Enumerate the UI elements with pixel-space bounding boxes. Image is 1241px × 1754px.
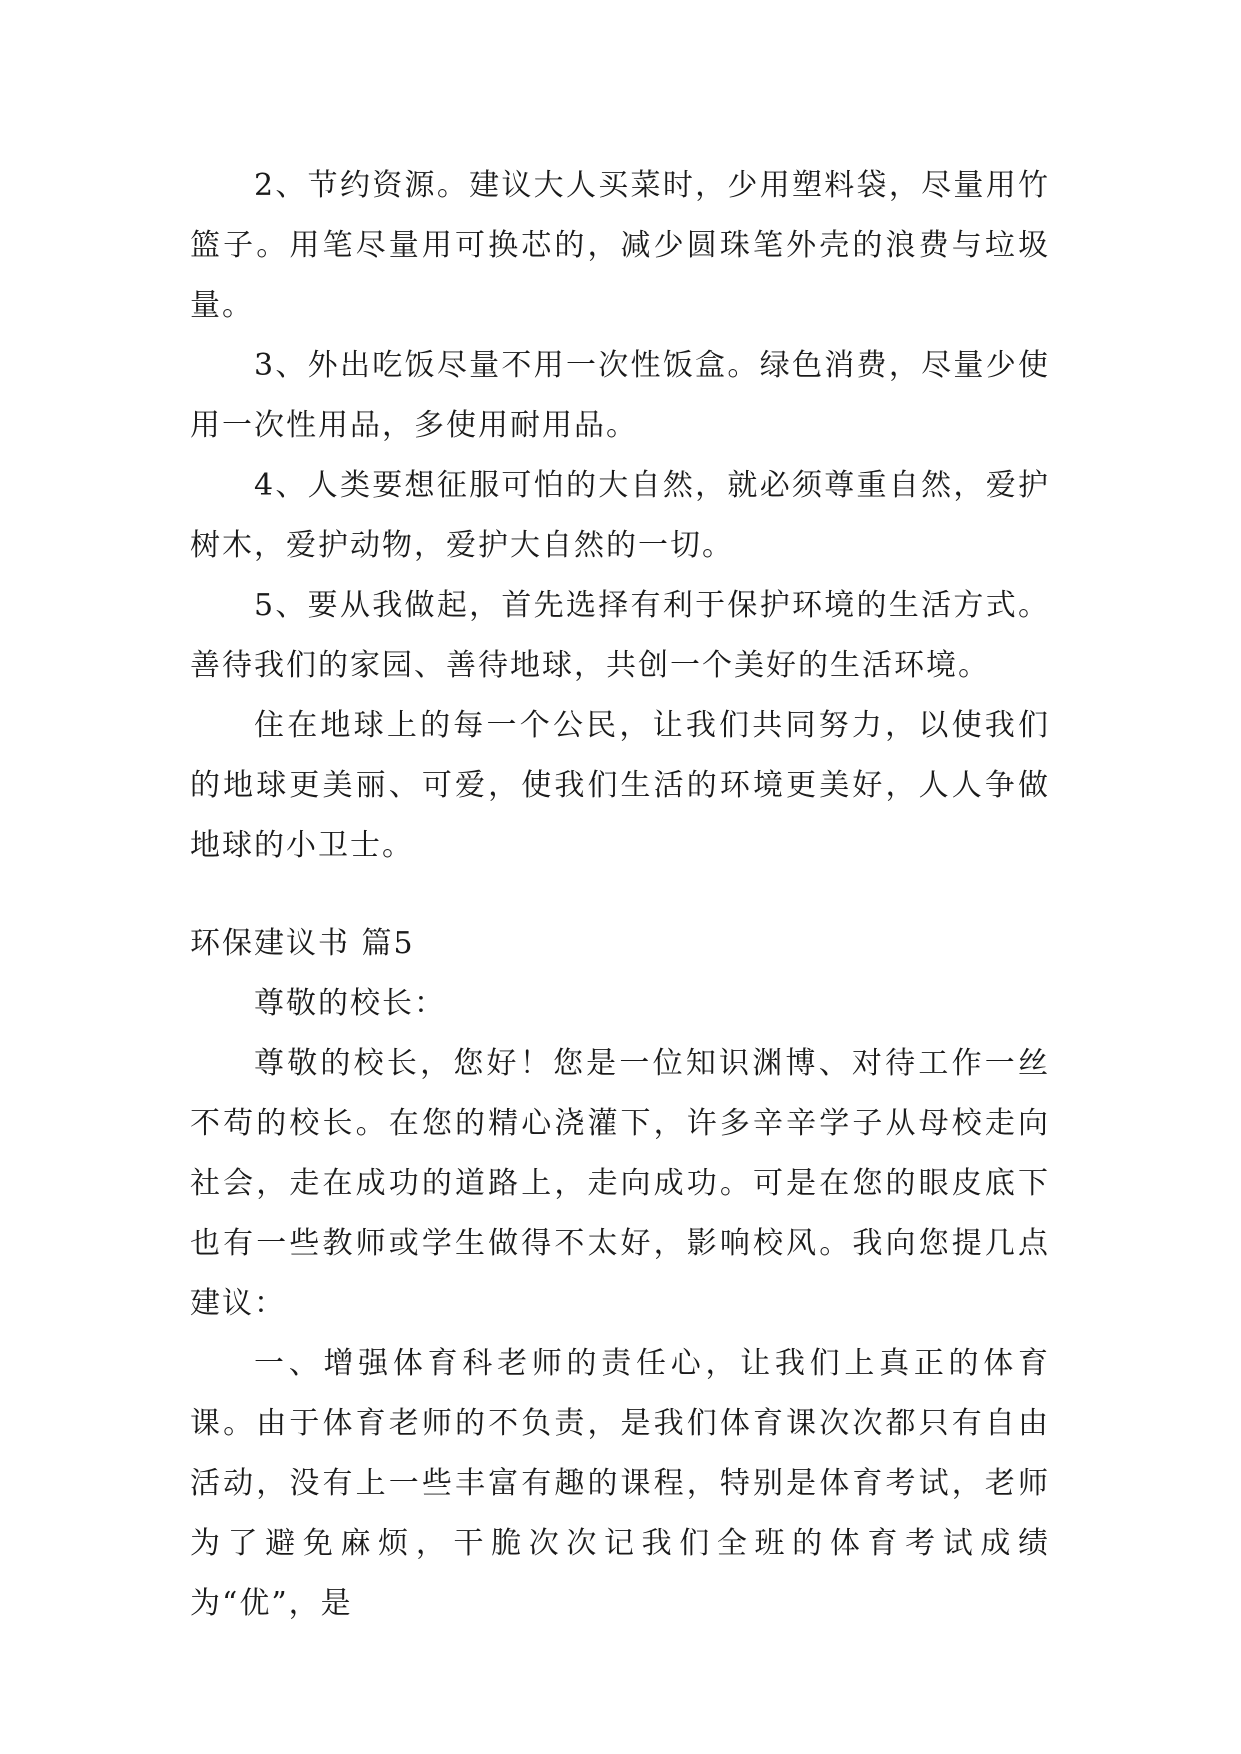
letter-intro-paragraph: 尊敬的校长，您好！您是一位知识渊博、对待工作一丝不苟的校长。在您的精心浇灌下，许多辛辛学子从母校走向社会，走在成功的道路上，走向成功。可是在您的眼皮底下也有一些教师或学生做得不太好，影响校风。我向您提几点建议：: [190, 1046, 1050, 1321]
paragraph-item-3: 3、外出吃饭尽量不用一次性饭盒。绿色消费，尽量少使用一次性用品，多使用耐用品。: [190, 348, 1050, 443]
suggestion-paragraph-1: 一、增强体育科老师的责任心，让我们上真正的体育课。由于体育老师的不负责，是我们体育课次次都只有自由活动，没有上一些丰富有趣的课程，特别是体育考试，老师为了避免麻烦，干脆次次记我们全班的体育考试成绩为“优”，是: [190, 1346, 1050, 1621]
body-text-block: [190, 156, 1050, 876]
salutation: 尊敬的校长：: [254, 986, 446, 1021]
paragraph-item-5: 5、要从我做起，首先选择有利于保护环境的生活方式。善待我们的家园、善待地球，共创一个美好的生活环境。: [190, 588, 1050, 683]
paragraph-item-4: 4、人类要想征服可怕的大自然，就必须尊重自然，爱护树木，爱护动物，爱护大自然的一切。: [190, 468, 1050, 563]
letter-text-block: [190, 974, 1050, 1634]
closing-paragraph: 住在地球上的每一个公民，让我们共同努力，以使我们的地球更美丽、可爱，使我们生活的环境更美好，人人争做地球的小卫士。: [190, 708, 1050, 863]
paragraph-item-2: 2、节约资源。建议大人买菜时，少用塑料袋，尽量用竹篮子。用笔尽量用可换芯的，减少圆珠笔外壳的浪费与垃圾量。: [190, 168, 1050, 323]
section-title: 环保建议书 篇5: [190, 926, 415, 961]
